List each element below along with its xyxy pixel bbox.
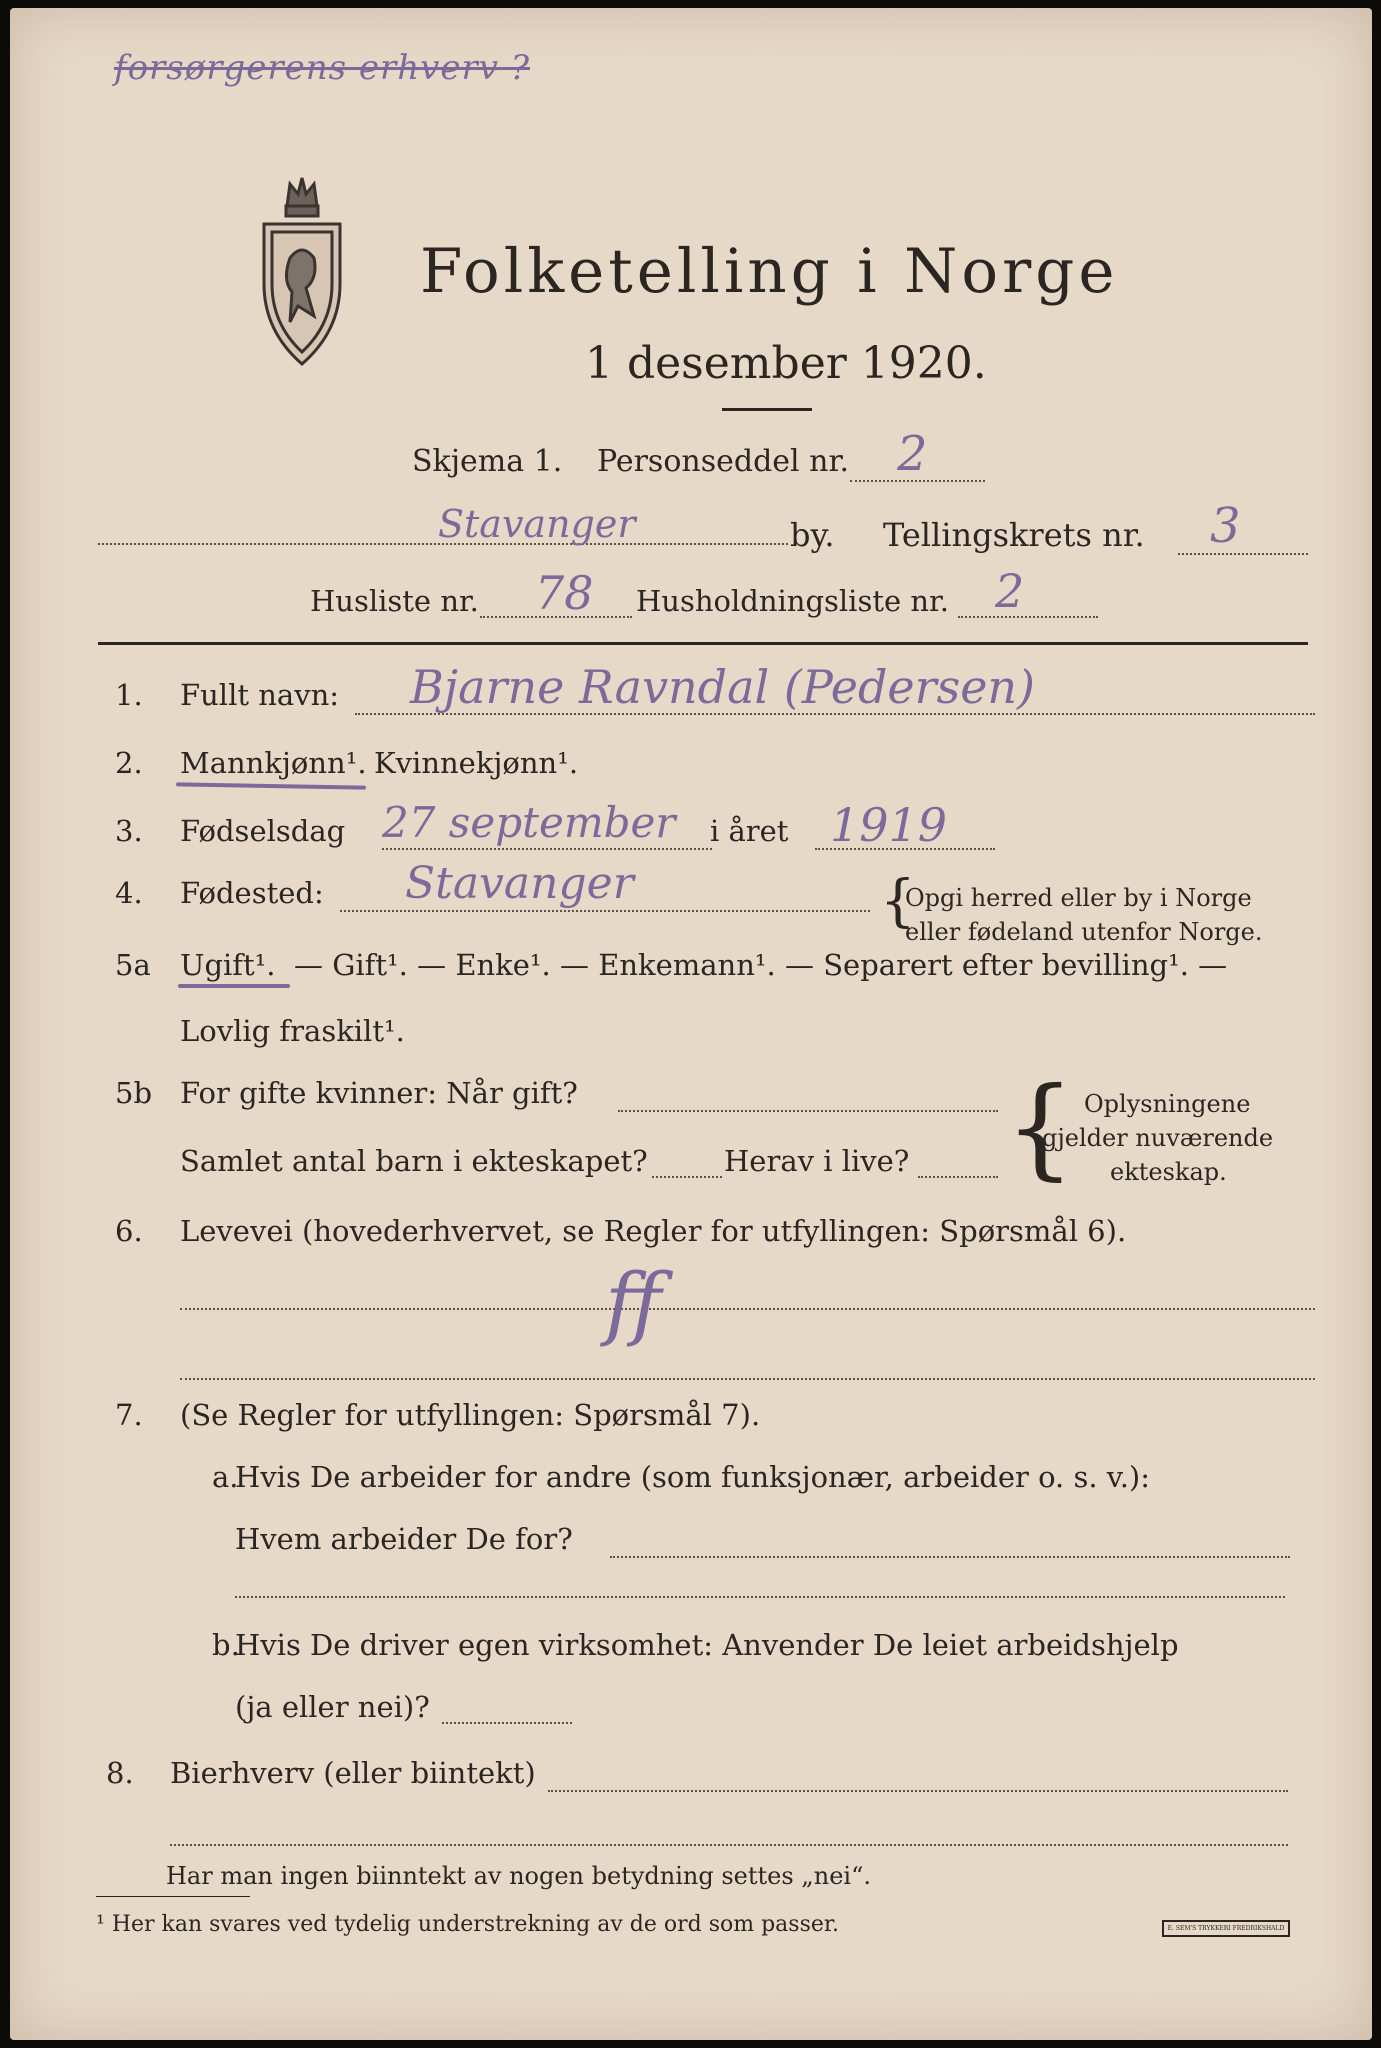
q5b-note-line1: Oplysningene (1084, 1090, 1251, 1118)
printer-stamp: E. SEM'S TRYKKERI FREDRIKSHALD (1162, 1920, 1290, 1937)
hired-help-field[interactable] (442, 1722, 572, 1724)
male-underline-mark (176, 782, 366, 789)
q4-label: Fødested: (180, 876, 324, 910)
occupation-value: ff (605, 1256, 662, 1349)
q5b-brace: { (1005, 1063, 1075, 1191)
form-title: Folketelling i Norge (420, 236, 1119, 307)
q7b-line1: Hvis De driver egen virksomhet: Anvender De leiet arbeidshjelp (235, 1628, 1179, 1662)
q3-number: 3. (115, 814, 143, 848)
title-divider (722, 408, 812, 411)
birthday-field[interactable] (382, 848, 712, 850)
q5b-number: 5b (115, 1076, 153, 1110)
header-divider (98, 642, 1308, 645)
occupation-field-line2[interactable] (180, 1378, 1315, 1380)
census-form-sheet (10, 8, 1372, 2040)
by-value: Stavanger (438, 502, 636, 546)
tellingskrets-value: 3 (1210, 498, 1241, 554)
q7a-line1: Hvis De arbeider for andre (som funksjonær, arbeider o. s. v.): (235, 1460, 1151, 1494)
birthplace-value: Stavanger (405, 858, 634, 909)
q5b-note-line3: ekteskap. (1110, 1158, 1227, 1186)
female-option[interactable]: Kvinnekjønn¹. (374, 746, 579, 780)
q7a-letter: a. (212, 1460, 239, 1494)
q5a-number: 5a (115, 948, 151, 982)
tellingskrets-field[interactable] (1178, 553, 1308, 555)
full-name-value: Bjarne Ravndal (Pedersen) (410, 660, 1035, 714)
children-alive-field[interactable] (918, 1176, 998, 1178)
personseddel-value: 2 (897, 426, 928, 482)
q1-label: Fullt navn: (180, 678, 340, 712)
form-date: 1 desember 1920. (585, 338, 987, 389)
married-when-label: For gifte kvinner: Når gift? (180, 1076, 578, 1110)
husholdningsliste-label: Husholdningsliste nr. (636, 584, 949, 618)
children-alive-label: Herav i live? (724, 1144, 910, 1178)
marital-status-options[interactable]: — Gift¹. — Enke¹. — Enkemann¹. — Separert efter bevilling¹. — (294, 948, 1228, 982)
q4-number: 4. (115, 876, 143, 910)
q2-number: 2. (115, 746, 143, 780)
footnote: ¹ Her kan svares ved tydelig understrekning av de ord som passer. (96, 1912, 839, 1937)
side-income-field-line2[interactable] (170, 1844, 1288, 1846)
q4-brace: { (880, 869, 916, 934)
personseddel-label: Personseddel nr. (597, 444, 850, 479)
bottom-note: Har man ingen biinntekt av nogen betydning settes „nei“. (166, 1862, 871, 1890)
birth-year-value: 1919 (830, 798, 948, 852)
occupation-field-line1[interactable] (180, 1308, 1315, 1310)
q7a-line2: Hvem arbeider De for? (235, 1522, 573, 1556)
fraskilt-option[interactable]: Lovlig fraskilt¹. (180, 1014, 405, 1048)
footnote-divider (96, 1896, 250, 1897)
q1-number: 1. (115, 678, 143, 712)
husliste-label: Husliste nr. (310, 584, 479, 618)
married-when-field[interactable] (618, 1110, 998, 1112)
ugift-underline-mark (178, 984, 290, 988)
by-label: by. (790, 516, 835, 554)
birthday-value: 27 september (382, 798, 676, 847)
husholdningsliste-field[interactable] (958, 616, 1098, 618)
skjema-label: Skjema 1. (412, 444, 563, 479)
q7-number: 7. (115, 1398, 143, 1432)
children-count-label: Samlet antal barn i ekteskapet? (180, 1144, 648, 1178)
q6-label: Levevei (hovederhvervet, se Regler for utfyllingen: Spørsmål 6). (180, 1214, 1127, 1248)
husholdningsliste-value: 2 (995, 564, 1025, 618)
q5b-note-line2: gjelder nuværende (1042, 1124, 1274, 1152)
q8-number: 8. (106, 1756, 134, 1790)
q7b-line2: (ja eller nei)? (235, 1690, 430, 1724)
q7b-letter: b. (212, 1628, 240, 1662)
husliste-value: 78 (535, 566, 594, 620)
employer-field-line2[interactable] (235, 1596, 1285, 1598)
employer-field-line1[interactable] (610, 1556, 1290, 1558)
q8-label: Bierhverv (eller biintekt) (170, 1756, 536, 1790)
birthplace-field[interactable] (340, 910, 870, 912)
q7-label: (Se Regler for utfyllingen: Spørsmål 7). (180, 1398, 761, 1432)
q3-label: Fødselsdag (180, 814, 346, 848)
norway-coat-of-arms-icon (252, 166, 352, 372)
children-count-field[interactable] (652, 1176, 722, 1178)
ugift-option[interactable]: Ugift¹. (180, 948, 276, 982)
q4-note-line2: eller fødeland utenfor Norge. (905, 918, 1263, 946)
birth-year-label: i året (710, 814, 789, 848)
side-income-field-line1[interactable] (548, 1790, 1288, 1792)
q6-number: 6. (115, 1214, 143, 1248)
q4-note-line1: Opgi herred eller by i Norge (905, 884, 1252, 912)
tellingskrets-label: Tellingskrets nr. (883, 516, 1145, 554)
top-handwritten-note: forsørgerens erhverv ? (114, 48, 530, 88)
male-option[interactable]: Mannkjønn¹. (180, 746, 367, 780)
